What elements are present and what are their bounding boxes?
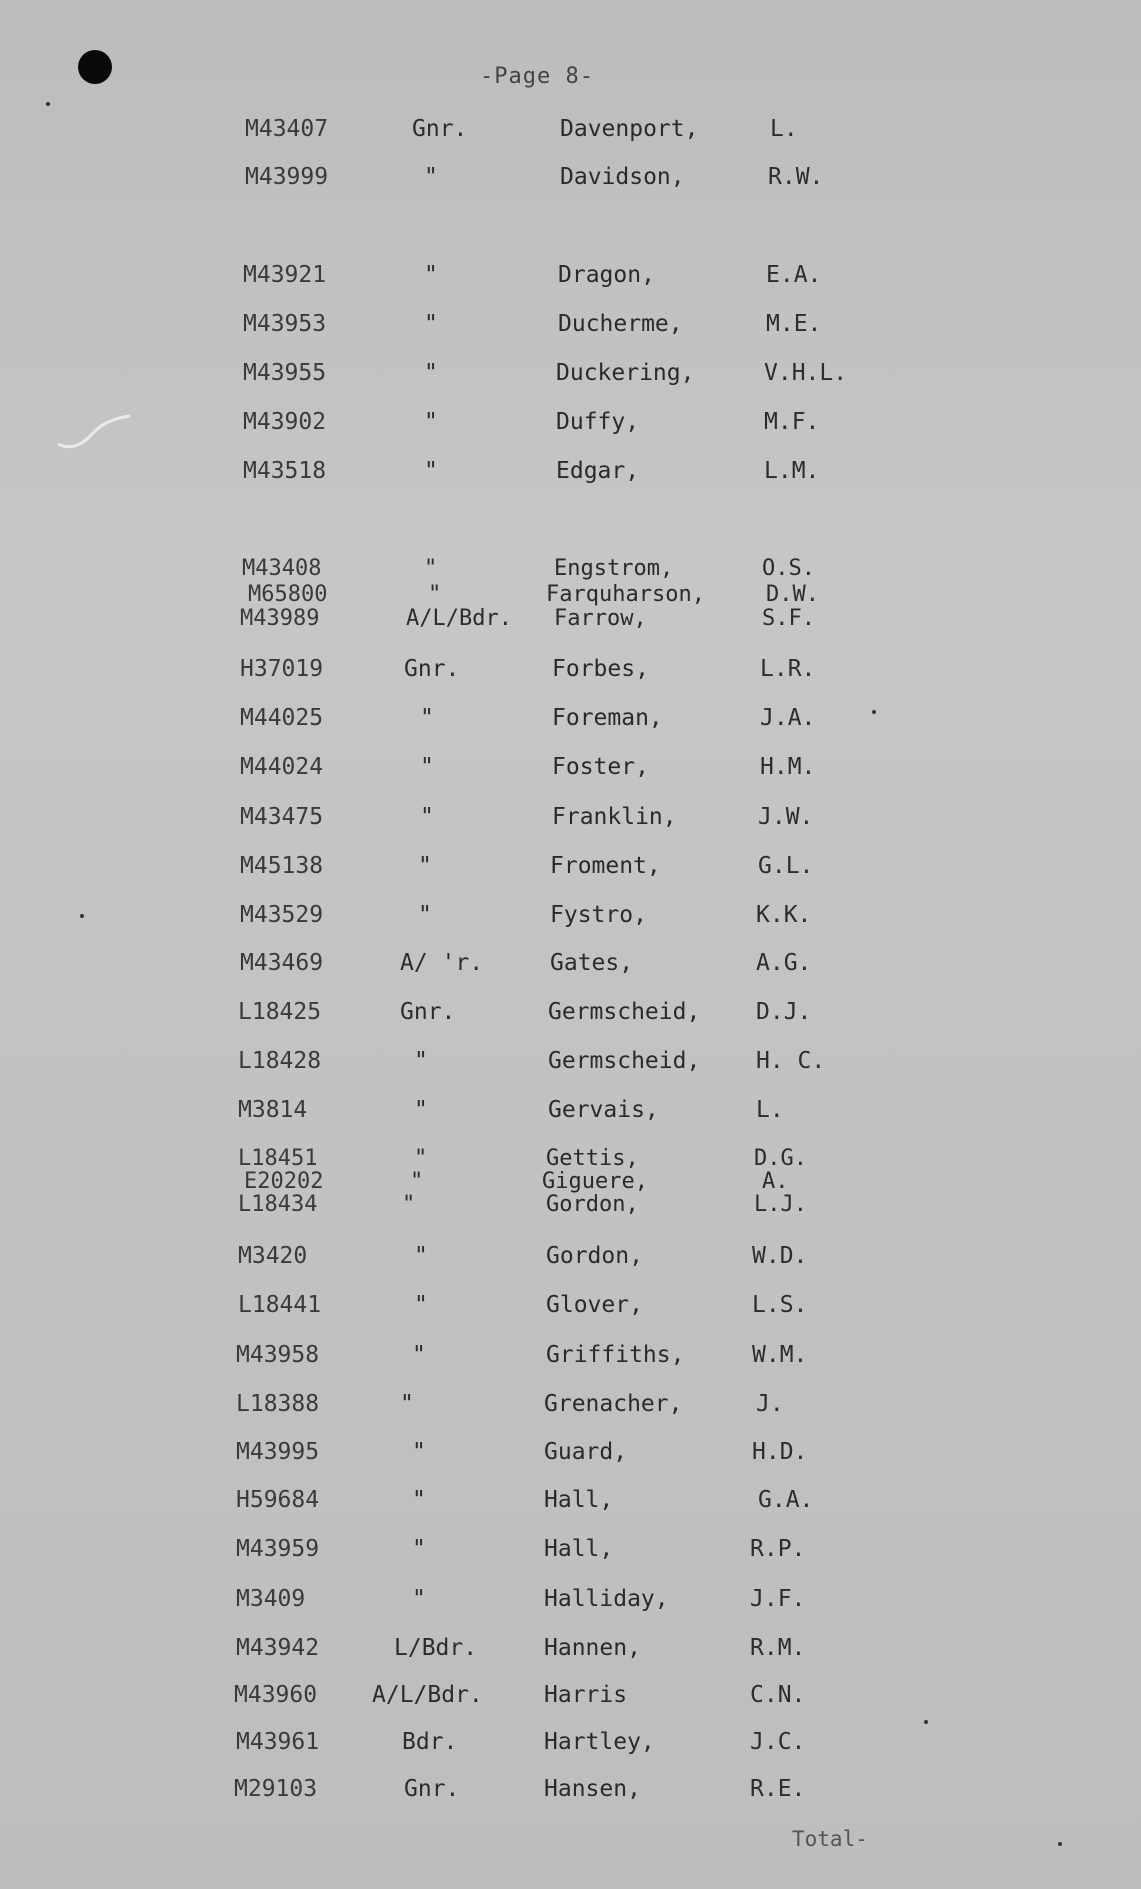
surname: Farquharson, (546, 582, 705, 607)
rank: " (410, 1169, 424, 1194)
rank: " (420, 804, 434, 830)
rank: Gnr. (400, 999, 456, 1025)
roll-entry (0, 1635, 1141, 1661)
roll-entry (0, 1487, 1141, 1513)
rank: Gnr. (404, 656, 460, 682)
surname: Hansen, (544, 1776, 641, 1802)
roll-entry (0, 164, 1141, 190)
initials: R.M. (750, 1635, 806, 1661)
roll-entry (0, 754, 1141, 780)
rank: " (424, 262, 438, 288)
surname: Foreman, (552, 705, 663, 731)
roll-entry (0, 1729, 1141, 1755)
roll-entry (0, 1682, 1141, 1708)
rank: " (402, 1192, 416, 1217)
initials: L.R. (760, 656, 816, 682)
regimental-number: L18428 (238, 1048, 322, 1074)
surname: Guard, (544, 1439, 628, 1465)
surname: Edgar, (556, 458, 640, 484)
rank: " (424, 409, 438, 435)
roll-entry (0, 1171, 1141, 1193)
roll-entry (0, 1243, 1141, 1269)
roll-entry (0, 656, 1141, 682)
rank: " (428, 582, 442, 607)
rank: " (414, 1146, 428, 1171)
regimental-number: L18425 (238, 999, 322, 1025)
surname: Giguere, (542, 1169, 648, 1194)
rank: " (414, 1097, 428, 1123)
rank: " (424, 556, 438, 581)
rank: " (400, 1391, 414, 1417)
regimental-number: M43955 (243, 360, 327, 386)
initials: C.N. (750, 1682, 806, 1708)
regimental-number: M43995 (236, 1439, 320, 1465)
total-label: Total- (792, 1827, 868, 1851)
initials: J.A. (760, 705, 816, 731)
roll-entry (0, 409, 1141, 435)
rank: " (412, 1536, 426, 1562)
regimental-number: L18388 (236, 1391, 320, 1417)
surname: Hall, (544, 1487, 614, 1513)
surname: Halliday, (544, 1586, 669, 1612)
initials: L.S. (752, 1292, 808, 1318)
roll-entry (0, 705, 1141, 731)
initials: J.W. (758, 804, 814, 830)
initials: W.M. (752, 1342, 808, 1368)
surname: Gervais, (548, 1097, 659, 1123)
regimental-number: M43407 (245, 116, 329, 142)
rank: Bdr. (402, 1729, 458, 1755)
roll-entry (0, 999, 1141, 1025)
regimental-number: M43921 (243, 262, 327, 288)
regimental-number: L18434 (238, 1192, 318, 1217)
rank: " (424, 360, 438, 386)
rank: Gnr. (412, 116, 468, 142)
roll-entry (0, 1194, 1141, 1216)
roll-entry (0, 1536, 1141, 1562)
roll-entry (0, 1776, 1141, 1802)
regimental-number: M43999 (245, 164, 329, 190)
rank: A/L/Bdr. (372, 1682, 483, 1708)
regimental-number: M44024 (240, 754, 324, 780)
initials: L.J. (754, 1192, 807, 1217)
rank: " (420, 705, 434, 731)
surname: Duckering, (556, 360, 695, 386)
roll-entry (0, 1292, 1141, 1318)
surname: Farrow, (554, 606, 647, 631)
regimental-number: M43960 (234, 1682, 318, 1708)
regimental-number: H37019 (240, 656, 324, 682)
surname: Davidson, (560, 164, 685, 190)
regimental-number: L18441 (238, 1292, 322, 1318)
surname: Engstrom, (554, 556, 674, 581)
surname: Glover, (546, 1292, 643, 1318)
regimental-number: M65800 (248, 582, 328, 607)
initials: H.M. (760, 754, 816, 780)
initials: S.F. (762, 606, 815, 631)
rank: " (412, 1586, 426, 1612)
initials: K.K. (756, 902, 812, 928)
rank: " (424, 311, 438, 337)
regimental-number: M29103 (234, 1776, 318, 1802)
regimental-number: M43475 (240, 804, 324, 830)
initials: L.M. (764, 458, 820, 484)
regimental-number: M44025 (240, 705, 324, 731)
regimental-number: M43902 (243, 409, 327, 435)
surname: Germscheid, (548, 999, 701, 1025)
initials: J. (756, 1391, 784, 1417)
initials: D.G. (754, 1146, 807, 1171)
regimental-number: M43961 (236, 1729, 320, 1755)
surname: Hannen, (544, 1635, 641, 1661)
roll-entry (0, 853, 1141, 879)
regimental-number: M3814 (238, 1097, 308, 1123)
initials: A. (762, 1169, 789, 1194)
roll-entry (0, 1048, 1141, 1074)
initials: M.F. (764, 409, 820, 435)
rank: " (424, 164, 438, 190)
regimental-number: M3409 (236, 1586, 306, 1612)
roll-entry (0, 1391, 1141, 1417)
roll-entry (0, 608, 1141, 630)
rank: L/Bdr. (394, 1635, 478, 1661)
surname: Harris (544, 1682, 628, 1708)
roll-entry (0, 804, 1141, 830)
regimental-number: L18451 (238, 1146, 318, 1171)
initials: E.A. (766, 262, 822, 288)
roll-entry (0, 1586, 1141, 1612)
roll-entry (0, 1342, 1141, 1368)
regimental-number: M43469 (240, 950, 324, 976)
rank: Gnr. (404, 1776, 460, 1802)
initials: H. C. (756, 1048, 826, 1074)
surname: Fystro, (550, 902, 647, 928)
initials: G.L. (758, 853, 814, 879)
regimental-number: M43989 (240, 606, 320, 631)
surname: Hall, (544, 1536, 614, 1562)
surname: Hartley, (544, 1729, 655, 1755)
initials: M.E. (766, 311, 822, 337)
regimental-number: M3420 (238, 1243, 308, 1269)
surname: Ducherme, (558, 311, 683, 337)
surname: Germscheid, (548, 1048, 701, 1074)
surname: Franklin, (552, 804, 677, 830)
initials: D.W. (766, 582, 819, 607)
rank: " (412, 1439, 426, 1465)
initials: L. (770, 116, 798, 142)
roll-entry (0, 360, 1141, 386)
surname: Forbes, (552, 656, 649, 682)
regimental-number: M43518 (243, 458, 327, 484)
rank: " (418, 902, 432, 928)
initials: J.F. (750, 1586, 806, 1612)
regimental-number: E20202 (244, 1169, 324, 1194)
initials: R.W. (768, 164, 824, 190)
rank: " (424, 458, 438, 484)
regimental-number: M43408 (242, 556, 322, 581)
rank: A/L/Bdr. (406, 606, 512, 631)
initials: J.C. (750, 1729, 806, 1755)
rank: A/ 'r. (400, 950, 484, 976)
surname: Gates, (550, 950, 634, 976)
initials: L. (756, 1097, 784, 1123)
initials: R.E. (750, 1776, 806, 1802)
roll-entry (0, 311, 1141, 337)
rank: " (414, 1243, 428, 1269)
roll-entry (0, 262, 1141, 288)
initials: A.G. (756, 950, 812, 976)
surname: Dragon, (558, 262, 655, 288)
surname: Froment, (550, 853, 661, 879)
roll-entry (0, 1148, 1141, 1170)
initials: H.D. (752, 1439, 808, 1465)
page-heading: -Page 8- (480, 64, 594, 89)
roll-entry (0, 1097, 1141, 1123)
roll-entry (0, 950, 1141, 976)
surname: Gordon, (546, 1243, 643, 1269)
initials: D.J. (756, 999, 812, 1025)
roll-entry (0, 1439, 1141, 1465)
surname: Grenacher, (544, 1391, 683, 1417)
regimental-number: M43529 (240, 902, 324, 928)
roll-entry (0, 902, 1141, 928)
regimental-number: M43959 (236, 1536, 320, 1562)
initials: G.A. (758, 1487, 814, 1513)
roll-entry (0, 584, 1141, 606)
rank: " (412, 1487, 426, 1513)
surname: Gordon, (546, 1192, 639, 1217)
surname: Griffiths, (546, 1342, 685, 1368)
regimental-number: M43958 (236, 1342, 320, 1368)
rank: " (414, 1292, 428, 1318)
rank: " (412, 1342, 426, 1368)
initials: V.H.L. (764, 360, 848, 386)
regimental-number: M45138 (240, 853, 324, 879)
roll-entry (0, 558, 1141, 580)
rank: " (420, 754, 434, 780)
roll-entry (0, 458, 1141, 484)
initials: W.D. (752, 1243, 808, 1269)
initials: R.P. (750, 1536, 806, 1562)
surname: Davenport, (560, 116, 699, 142)
rank: " (414, 1048, 428, 1074)
surname: Gettis, (546, 1146, 639, 1171)
initials: O.S. (762, 556, 815, 581)
regimental-number: M43942 (236, 1635, 320, 1661)
rank: " (418, 853, 432, 879)
surname: Duffy, (556, 409, 640, 435)
surname: Foster, (552, 754, 649, 780)
regimental-number: H59684 (236, 1487, 320, 1513)
regimental-number: M43953 (243, 311, 327, 337)
roll-entry (0, 116, 1141, 142)
